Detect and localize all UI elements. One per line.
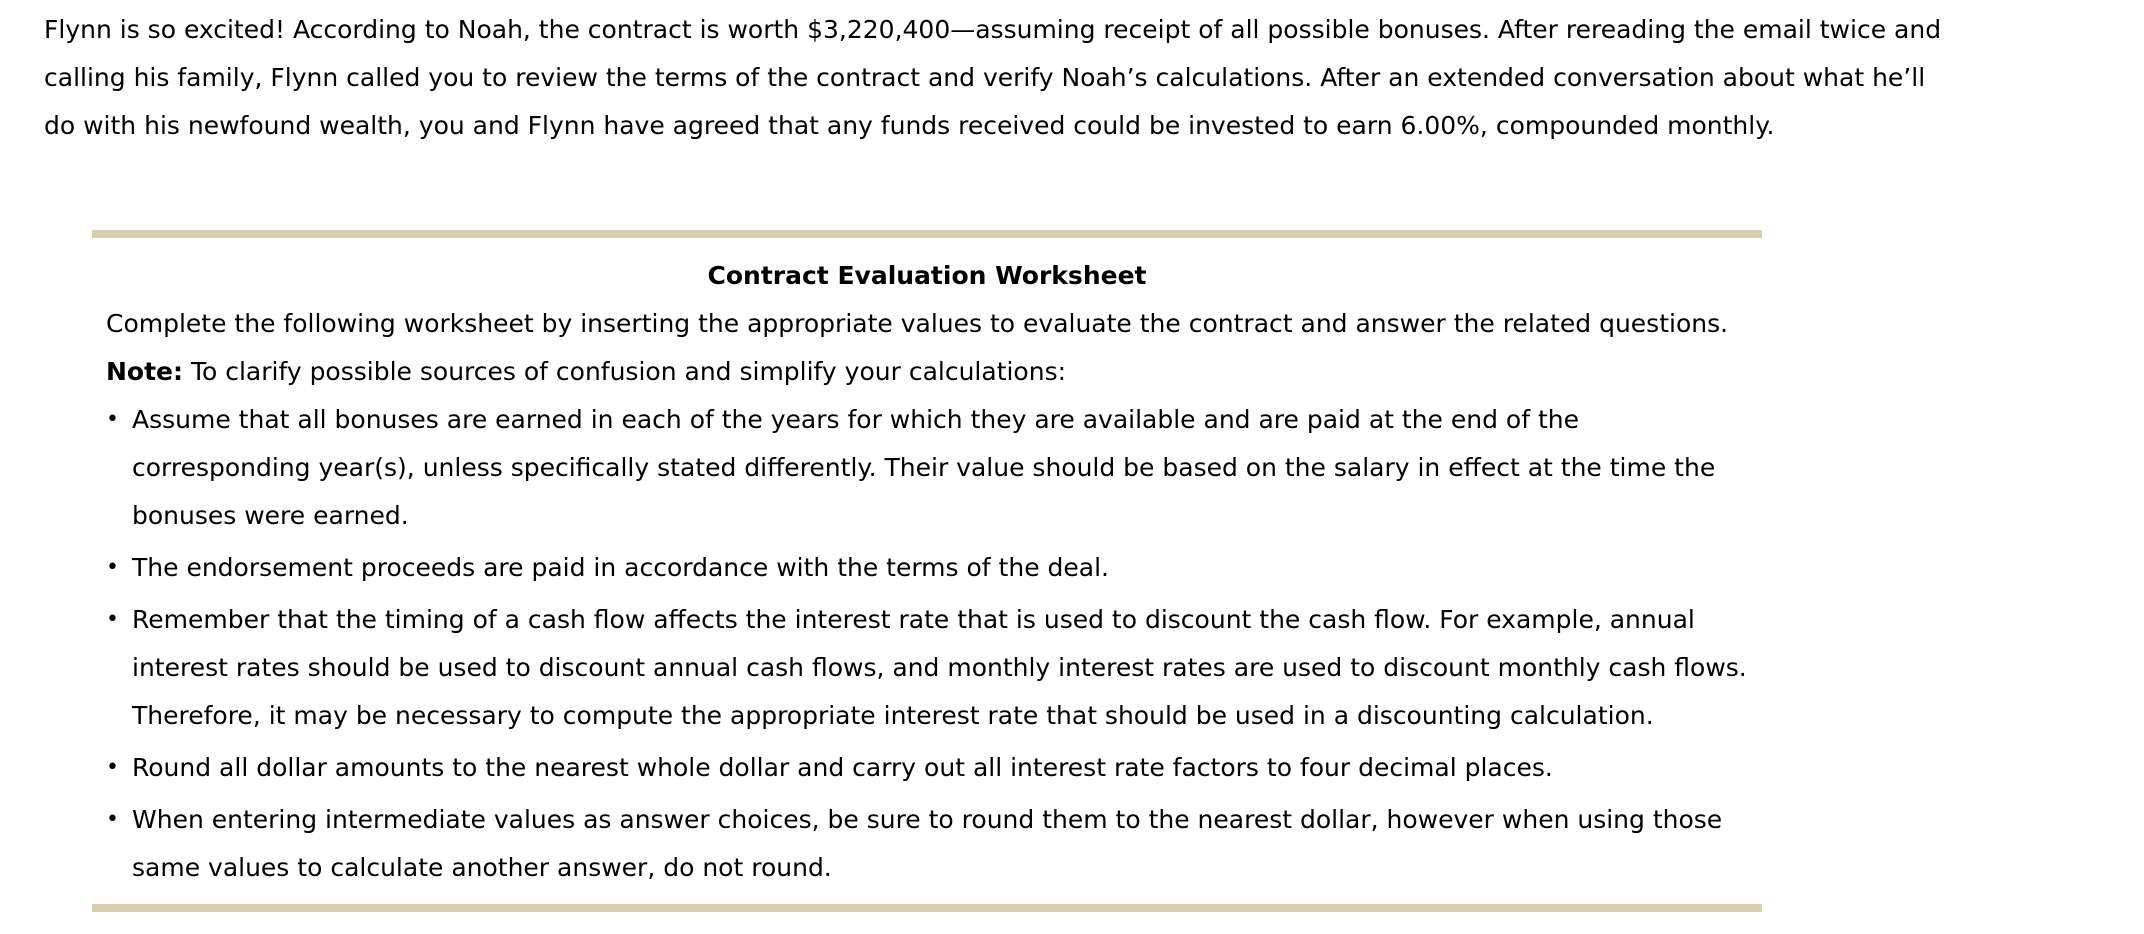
top-divider (92, 230, 1762, 238)
list-item-text: When entering intermediate values as answer choices, be sure to round them to the nearest dollar, however when using those same values to calculate another answer, do not round. (132, 805, 1723, 882)
bottom-divider (92, 904, 1762, 912)
bullet-icon: • (106, 407, 119, 432)
bullet-icon: • (106, 755, 119, 780)
list-item (106, 396, 1762, 540)
intro-paragraph: Flynn is so excited! According to Noah, the contract is worth $3,220,400—assuming receipt of all possible bonuses. After rereading the email twice and calling his family, Flynn called you to review the terms of the contract and verify Noah’s calculations. After an extended conversation about what he’ll do with his newfound wealth, you and Flynn have agreed that any funds received could be invested to earn 6.00%, compounded monthly. (44, 15, 1942, 140)
contract-evaluation-worksheet (92, 230, 1762, 912)
list-item (106, 544, 1762, 592)
worksheet-instructions: Complete the following worksheet by inserting the appropriate values to evaluate the contract and answer the related questions. (106, 309, 1729, 338)
worksheet-note (106, 354, 1762, 390)
worksheet-body (92, 306, 1762, 892)
worksheet-title: Contract Evaluation Worksheet (707, 261, 1147, 290)
list-item-text: Remember that the timing of a cash flow affects the interest rate that is used to discount the cash flow. For example, annual interest rates should be used to discount annual cash flows, and monthly interest rates are used to discount monthly cash flows. Therefore, it may be necessary to compute the appropriate interest rate that should be used in a discounting calculation. (132, 605, 1747, 730)
note-label: Note: (106, 357, 184, 386)
bullet-icon: • (106, 555, 119, 580)
list-item (106, 596, 1762, 740)
list-item-text: The endorsement proceeds are paid in accordance with the terms of the deal. (132, 553, 1109, 582)
list-item (106, 796, 1762, 892)
bullet-icon: • (106, 607, 119, 632)
list-item-text: Round all dollar amounts to the nearest whole dollar and carry out all interest rate factors to four decimal places. (132, 753, 1553, 782)
list-item-text: Assume that all bonuses are earned in each of the years for which they are available and are paid at the end of the corresponding year(s), unless specifically stated differently. Their value should be based on the salary in effect at the time the bonuses were earned. (132, 405, 1716, 530)
notes-list (106, 396, 1762, 892)
list-item (106, 744, 1762, 792)
bullet-icon: • (106, 807, 119, 832)
note-text: To clarify possible sources of confusion and simplify your calculations: (183, 357, 1067, 386)
